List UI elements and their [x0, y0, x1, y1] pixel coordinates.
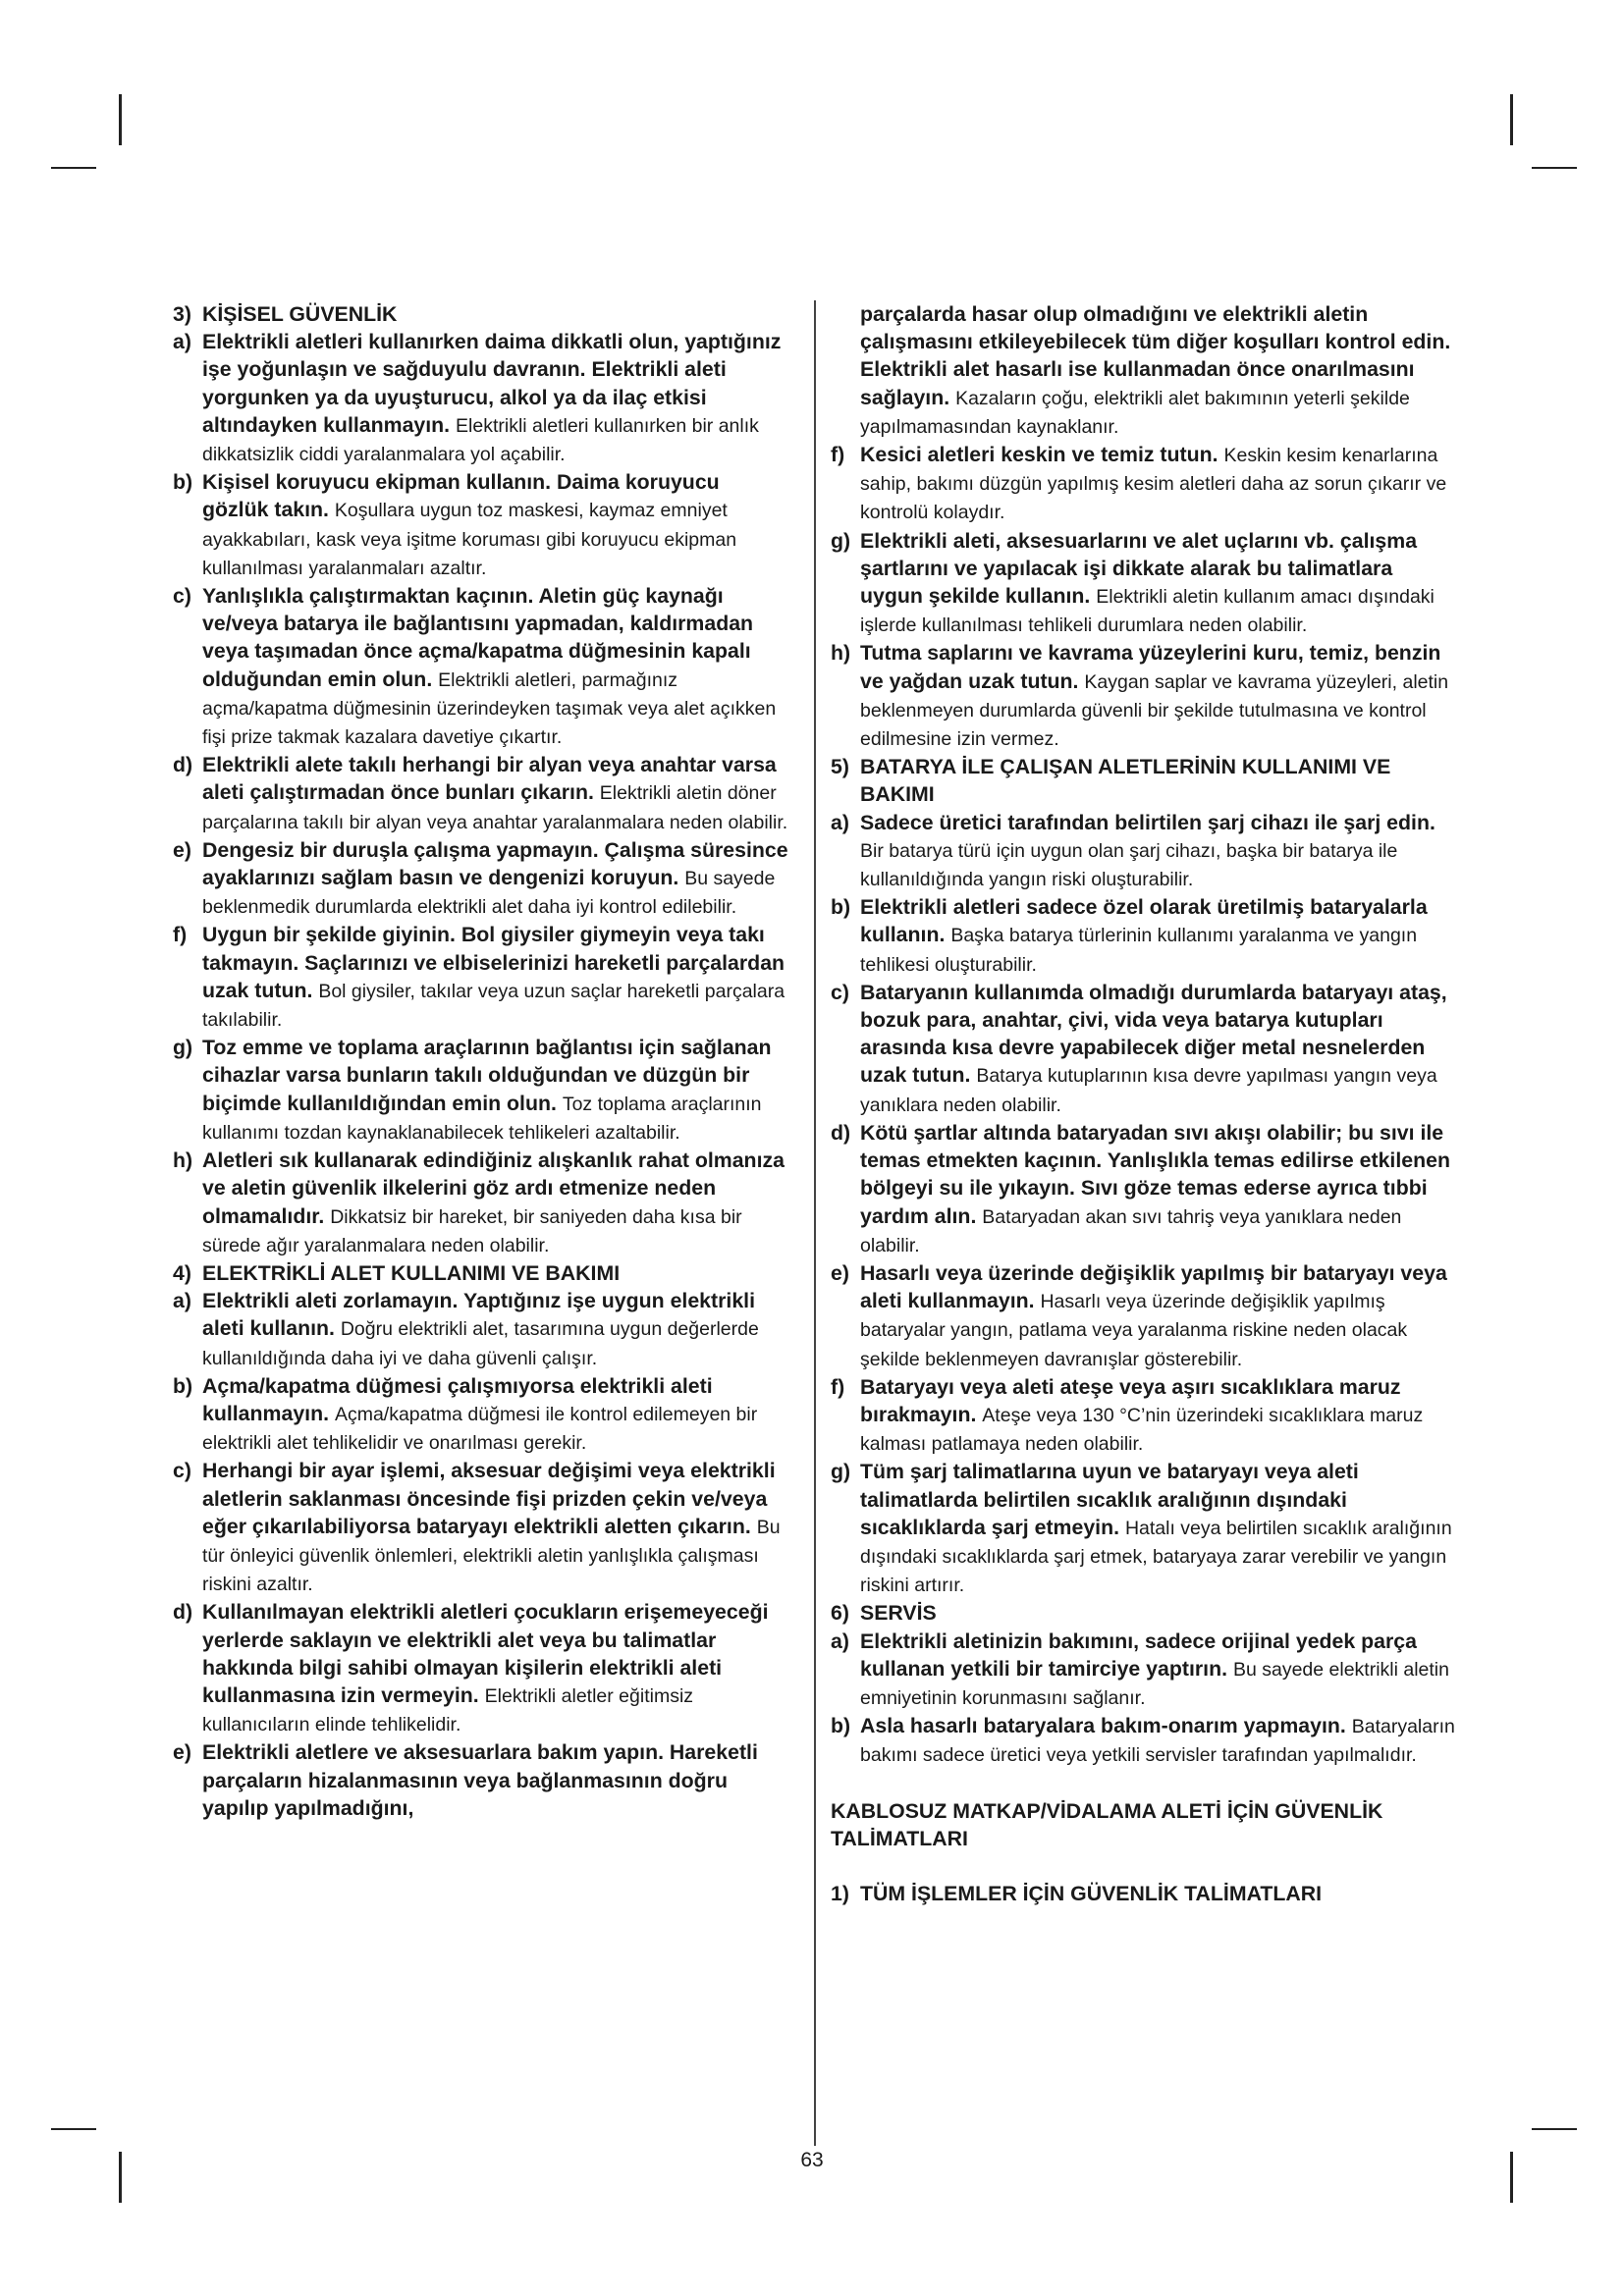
section-title: TÜM İŞLEMLER İÇİN GÜVENLİK TALİMATLARI	[860, 1881, 1323, 1905]
page-number: 63	[800, 2149, 824, 2171]
section-number: 6)	[831, 1601, 849, 1626]
list-item	[173, 921, 791, 1034]
list-item	[173, 468, 791, 582]
item-bold-text: Aletleri sık kullanarak edindiğiniz alışkanlık rahat olmanıza ve aletin güvenlik ilkelerini göz ardı etmenize neden olmamalıdır.	[202, 1148, 785, 1228]
section-title: SERVİS	[860, 1601, 937, 1626]
section-number: 3)	[173, 302, 191, 326]
crop-mark	[51, 167, 96, 169]
main-heading: KABLOSUZ MATKAP/VİDALAMA ALETİ İÇİN GÜVENLİK TALİMATLARI	[831, 1798, 1383, 1850]
crop-mark	[1532, 167, 1577, 169]
item-bold-text: Kesici aletleri keskin ve temiz tutun.	[860, 443, 1218, 467]
item-bold-text: Elektrikli aletleri kullanırken daima dikkatli olun, yaptığınız işe yoğunlaşın ve sağduyulu davranın. Elektrikli aleti yorgunken ya da uyuşturucu, alkol ya da ilaç etkisi altındayken kullanmayın.	[202, 330, 782, 437]
item-letter: c)	[173, 584, 191, 609]
item-letter: a)	[831, 1629, 849, 1653]
item-text: Bu tür önleyici güvenlik önlemleri, elektrikli aletin yanlışlıkla çalışması riskini azaltır.	[202, 1516, 781, 1596]
list-item	[173, 751, 791, 836]
item-bold-text: Elektrikli aleti zorlamayın. Yaptığınız işe uygun elektrikli aleti kullanın.	[202, 1289, 755, 1341]
item-letter: f)	[173, 923, 188, 947]
item-text: Bir batarya türü için uygun olan şarj cihazı, başka bir batarya ile kullanıldığında yangın riski oluşturabilir.	[860, 839, 1398, 891]
section-number: 1)	[831, 1881, 849, 1905]
list-item	[831, 979, 1459, 1119]
crop-mark	[51, 2128, 96, 2130]
item-bold-text: Sadece üretici tarafından belirtilen şarj cihazı ile şarj edin.	[860, 810, 1435, 834]
list-item	[831, 1119, 1459, 1259]
item-bold-text: Elektrikli aleti, aksesuarlarını ve alet uçlarını vb. çalışma şartlarını ve yapılacak işi dikkate alarak bu talimatlara uygun şekilde kullanın.	[860, 528, 1418, 609]
item-letter: g)	[831, 1460, 851, 1484]
list-item	[831, 1373, 1459, 1459]
item-letter: e)	[831, 1260, 849, 1285]
item-text: Hasarlı veya üzerinde değişiklik yapılmış bataryalar yangın, patlama veya yaralanma riskine neden olacak şekilde beklenmeyen davranışlar gösterebilir.	[860, 1291, 1408, 1370]
item-text: Doğru elektrikli alet, tasarımına uygun değerlerde kullanıldığında daha iyi ve daha güvenli çalışır.	[202, 1318, 759, 1369]
item-bold-text: Yanlışlıkla çalıştırmaktan kaçının. Aletin güç kaynağı ve/veya batarya ile bağlantısını yapmadan, kaldırmadan veya taşımadan önce açma/kapatma düğmesinin kapalı olduğundan emin olun.	[202, 584, 754, 691]
item-text: Elektrikli aletin kullanım amacı dışındaki işlerde kullanılması tehlikeli durumlara neden olabilir.	[860, 586, 1435, 637]
item-text: Batarya kutuplarının kısa devre yapılması yangın veya yanıklara neden olabilir.	[860, 1065, 1437, 1116]
list-item	[173, 1147, 791, 1259]
crop-mark	[1510, 94, 1513, 145]
item-letter: f)	[831, 443, 845, 467]
section-4-heading	[173, 1259, 791, 1287]
item-bold-text: Tüm şarj talimatlarına uyun ve bataryayı veya aleti talimatlarda belirtilen sıcaklık aralığının dışındaki sıcaklıklarda şarj etmeyin.	[860, 1460, 1359, 1539]
list-item	[831, 527, 1459, 640]
item-bold-text: Elektrikli alete takılı herhangi bir alyan veya anahtar varsa aleti çalıştırmadan önce bunları çıkarın.	[202, 753, 777, 805]
item-text: Açma/kapatma düğmesi ile kontrol edilemeyen bir elektrikli alet tehlikelidir ve onarılması gerekir.	[202, 1403, 758, 1455]
list-item	[173, 1372, 791, 1458]
section-3-heading	[173, 300, 791, 328]
item-bold-text: Elektrikli aletleri sadece özel olarak üretilmiş bataryalarla kullanın.	[860, 895, 1428, 947]
item-text: Elektrikli aletleri, parmağınız açma/kapatma düğmesinin üzerindeyken taşımak veya alet açıkken fişi prize takmak kazalara davetiye çıkartır.	[202, 668, 777, 749]
item-letter: f)	[831, 1374, 845, 1399]
section-title: BATARYA İLE ÇALIŞAN ALETLERİNİN KULLANIMI VE BAKIMI	[860, 755, 1391, 807]
item-text: Bu sayede elektrikli aletin emniyetinin korunmasını sağlanır.	[860, 1658, 1449, 1709]
item-letter: h)	[831, 641, 851, 666]
item-text: Başka batarya türlerinin kullanımı yaralanma ve yangın tehlikesi oluşturabilir.	[860, 925, 1418, 976]
item-text: Elektrikli aletleri kullanırken bir anlık dikkatsizlik ciddi yaralanmalara yol açabilir.	[202, 414, 759, 466]
item-text: Kaygan saplar ve kavrama yüzeyleri, aletin beklenmeyen durumlarda güvenli bir şekilde tutulmasına ve kontrol edilmesine izin vermez.	[860, 670, 1449, 751]
item-letter: a)	[831, 810, 849, 834]
item-letter: b)	[173, 470, 193, 495]
item-text: Ateşe veya 130 °C’nin üzerindeki sıcaklıklara maruz kalması patlamaya neden olabilir.	[860, 1404, 1424, 1456]
item-text: Bataryadan akan sıvı tahriş veya yanıklara neden olabilir.	[860, 1205, 1402, 1256]
continued-item	[831, 300, 1459, 441]
section-5-heading	[831, 753, 1459, 808]
item-bold-text: Tutma saplarını ve kavrama yüzeylerini kuru, temiz, benzin ve yağdan uzak tutun.	[860, 641, 1441, 693]
item-bold-text: Asla hasarlı bataryalara bakım-onarım yapmayın.	[860, 1714, 1346, 1738]
list-item	[173, 328, 791, 468]
item-bold-text: Kişisel koruyucu ekipman kullanın. Daima koruyucu gözlük takın.	[202, 470, 720, 522]
list-item	[173, 1598, 791, 1738]
section-number: 4)	[173, 1260, 191, 1285]
item-text: Koşullara uygun toz maskesi, kaymaz emniyet ayakkabıları, kask veya işitme koruması gibi koruyucu ekipman kullanılması yaralanmaları azaltır.	[202, 500, 737, 579]
list-item	[173, 1457, 791, 1598]
item-text: Keskin kesim kenarlarına sahip, bakımı düzgün yapılmış kesim aletleri daha az sorun çıkarır ve kontrolü kolaydır.	[860, 445, 1447, 524]
item-letter: d)	[831, 1120, 851, 1145]
list-item	[173, 836, 791, 922]
list-item	[831, 1628, 1459, 1713]
item-bold-text: Bataryayı veya aleti ateşe veya aşırı sıcaklıklara maruz bırakmayın.	[860, 1374, 1401, 1426]
list-item	[173, 1738, 791, 1822]
item-letter: e)	[173, 1740, 191, 1765]
item-text: Elektrikli aletin döner parçalarına takılı bir alyan veya anahtar yaralanmalara neden olabilir.	[202, 782, 788, 833]
item-bold-text: Elektrikli aletlere ve aksesuarlara bakım yapın. Hareketli parçaların hizalanmasının veya bağlanmasının doğru yapılıp yapılmadığını,	[202, 1740, 758, 1820]
list-item	[831, 809, 1459, 894]
item-bold-text: Herhangi bir ayar işlemi, aksesuar değişimi veya elektrikli aletlerin saklanması öncesinde fişi prizden çekin ve/veya eğer çıkarılabiliyorsa bataryayı elektrikli aletten çıkarın.	[202, 1459, 776, 1538]
item-bold-text: parçalarda hasar olup olmadığını ve elektrikli aletin çalışmasını etkileyebilecek tüm diğer koşulları kontrol edin. Elektrikli alet hasarlı ise kullanmadan önce onarılmasını sağlayın.	[860, 302, 1451, 409]
subheading	[831, 1880, 1459, 1907]
item-letter: a)	[173, 330, 191, 354]
item-letter: d)	[173, 1600, 193, 1625]
item-bold-text: Toz emme ve toplama araçlarının bağlantısı için sağlanan cihazlar varsa bunların takılı olduğundan ve düzgün bir biçimde kullanıldığından emin olun.	[202, 1036, 772, 1115]
item-text: Bu sayede beklenmedik durumlarda elektrikli alet daha iyi kontrol edilebilir.	[202, 868, 776, 919]
item-text: Bataryaların bakımı sadece üretici veya yetkili servisler tarafından yapılmalıdır.	[860, 1716, 1455, 1767]
item-text: Toz toplama araçlarının kullanımı tozdan kaynaklanabilecek tehlikeleri azaltabilir.	[202, 1093, 762, 1144]
spacer	[831, 1770, 1459, 1797]
item-text: Dikkatsiz bir hareket, bir saniyeden daha kısa bir sürede ağır yaralanmalara neden olabilir.	[202, 1205, 742, 1256]
item-text: Kazaların çoğu, elektrikli alet bakımının yeterli şekilde yapılmamasından kaynaklanır.	[860, 387, 1410, 438]
right-column	[831, 300, 1459, 1907]
item-letter: e)	[173, 837, 191, 862]
item-bold-text: Dengesiz bir duruşla çalışma yapmayın. Çalışma süresince ayaklarınızı sağlam basın ve dengenizi koruyun.	[202, 837, 788, 890]
item-bold-text: Bataryanın kullanımda olmadığı durumlarda bataryayı ataş, bozuk para, anahtar, çivi, vida veya batarya kutupları arasında kısa devre yapabilecek diğer metal nesnelerden uzak tutun.	[860, 980, 1447, 1088]
item-letter: h)	[173, 1148, 193, 1173]
section-title: ELEKTRİKLİ ALET KULLANIMI VE BAKIMI	[202, 1260, 621, 1285]
section-6-heading	[831, 1599, 1459, 1627]
list-item	[831, 893, 1459, 979]
crop-mark	[1532, 2128, 1577, 2130]
item-letter: g)	[831, 528, 851, 553]
section-number: 5)	[831, 755, 849, 779]
item-text: Hatalı veya belirtilen sıcaklık aralığının dışındaki sıcaklıklarda şarj etmek, bataryaya zarar verebilir ve yangın riskini artırır.	[860, 1517, 1452, 1597]
list-item	[831, 1259, 1459, 1373]
item-letter: d)	[173, 753, 193, 777]
item-text: Bol giysiler, takılar veya uzun saçlar hareketli parçalara takılabilir.	[202, 980, 785, 1032]
spacer	[831, 1852, 1459, 1880]
list-item	[831, 1458, 1459, 1599]
list-item	[173, 582, 791, 751]
left-column	[173, 300, 791, 1822]
item-letter: c)	[173, 1459, 191, 1483]
item-letter: b)	[173, 1373, 193, 1398]
item-bold-text: Açma/kapatma düğmesi çalışmıyorsa elektrikli aleti kullanmayın.	[202, 1373, 713, 1425]
crop-mark	[119, 94, 122, 145]
item-letter: g)	[173, 1036, 193, 1060]
item-letter: c)	[831, 980, 849, 1004]
list-item	[831, 639, 1459, 753]
item-bold-text: Hasarlı veya üzerinde değişiklik yapılmış bir bataryayı veya aleti kullanmayın.	[860, 1260, 1447, 1313]
list-item	[831, 1712, 1459, 1769]
item-bold-text: Kötü şartlar altında bataryadan sıvı akışı olabilir; bu sıvı ile temas etmekten kaçının. Yanlışlıkla temas edilirse etkilenen bölgeyi su ile yıkayın. Sıvı göze temas ederse ayrıca tıbbi yardım alın.	[860, 1120, 1450, 1228]
item-bold-text: Kullanılmayan elektrikli aletleri çocukların erişemeyeceği yerlerde saklayın ve elektrikli alet veya bu talimatlar hakkında bilgi sahibi olmayan kişilerin elektrikli aleti kullanmasına izin vermeyin.	[202, 1600, 769, 1707]
section-title: KİŞİSEL GÜVENLİK	[202, 302, 398, 326]
item-bold-text: Uygun bir şekilde giyinin. Bol giysiler giymeyin veya takı takmayın. Saçlarınızı ve elbiselerinizi hareketli parçalardan uzak tutun.	[202, 923, 785, 1002]
item-letter: a)	[173, 1289, 191, 1313]
item-bold-text: Elektrikli aletinizin bakımını, sadece orijinal yedek parça kullanan yetkili bir tamirciye yaptırın.	[860, 1629, 1417, 1681]
list-item	[831, 441, 1459, 527]
item-letter: b)	[831, 895, 851, 920]
list-item	[173, 1287, 791, 1372]
item-letter: b)	[831, 1714, 851, 1738]
item-text: Elektrikli aletler eğitimsiz kullanıcıların elinde tehlikelidir.	[202, 1684, 694, 1736]
column-divider	[814, 300, 816, 2146]
list-item	[173, 1034, 791, 1147]
